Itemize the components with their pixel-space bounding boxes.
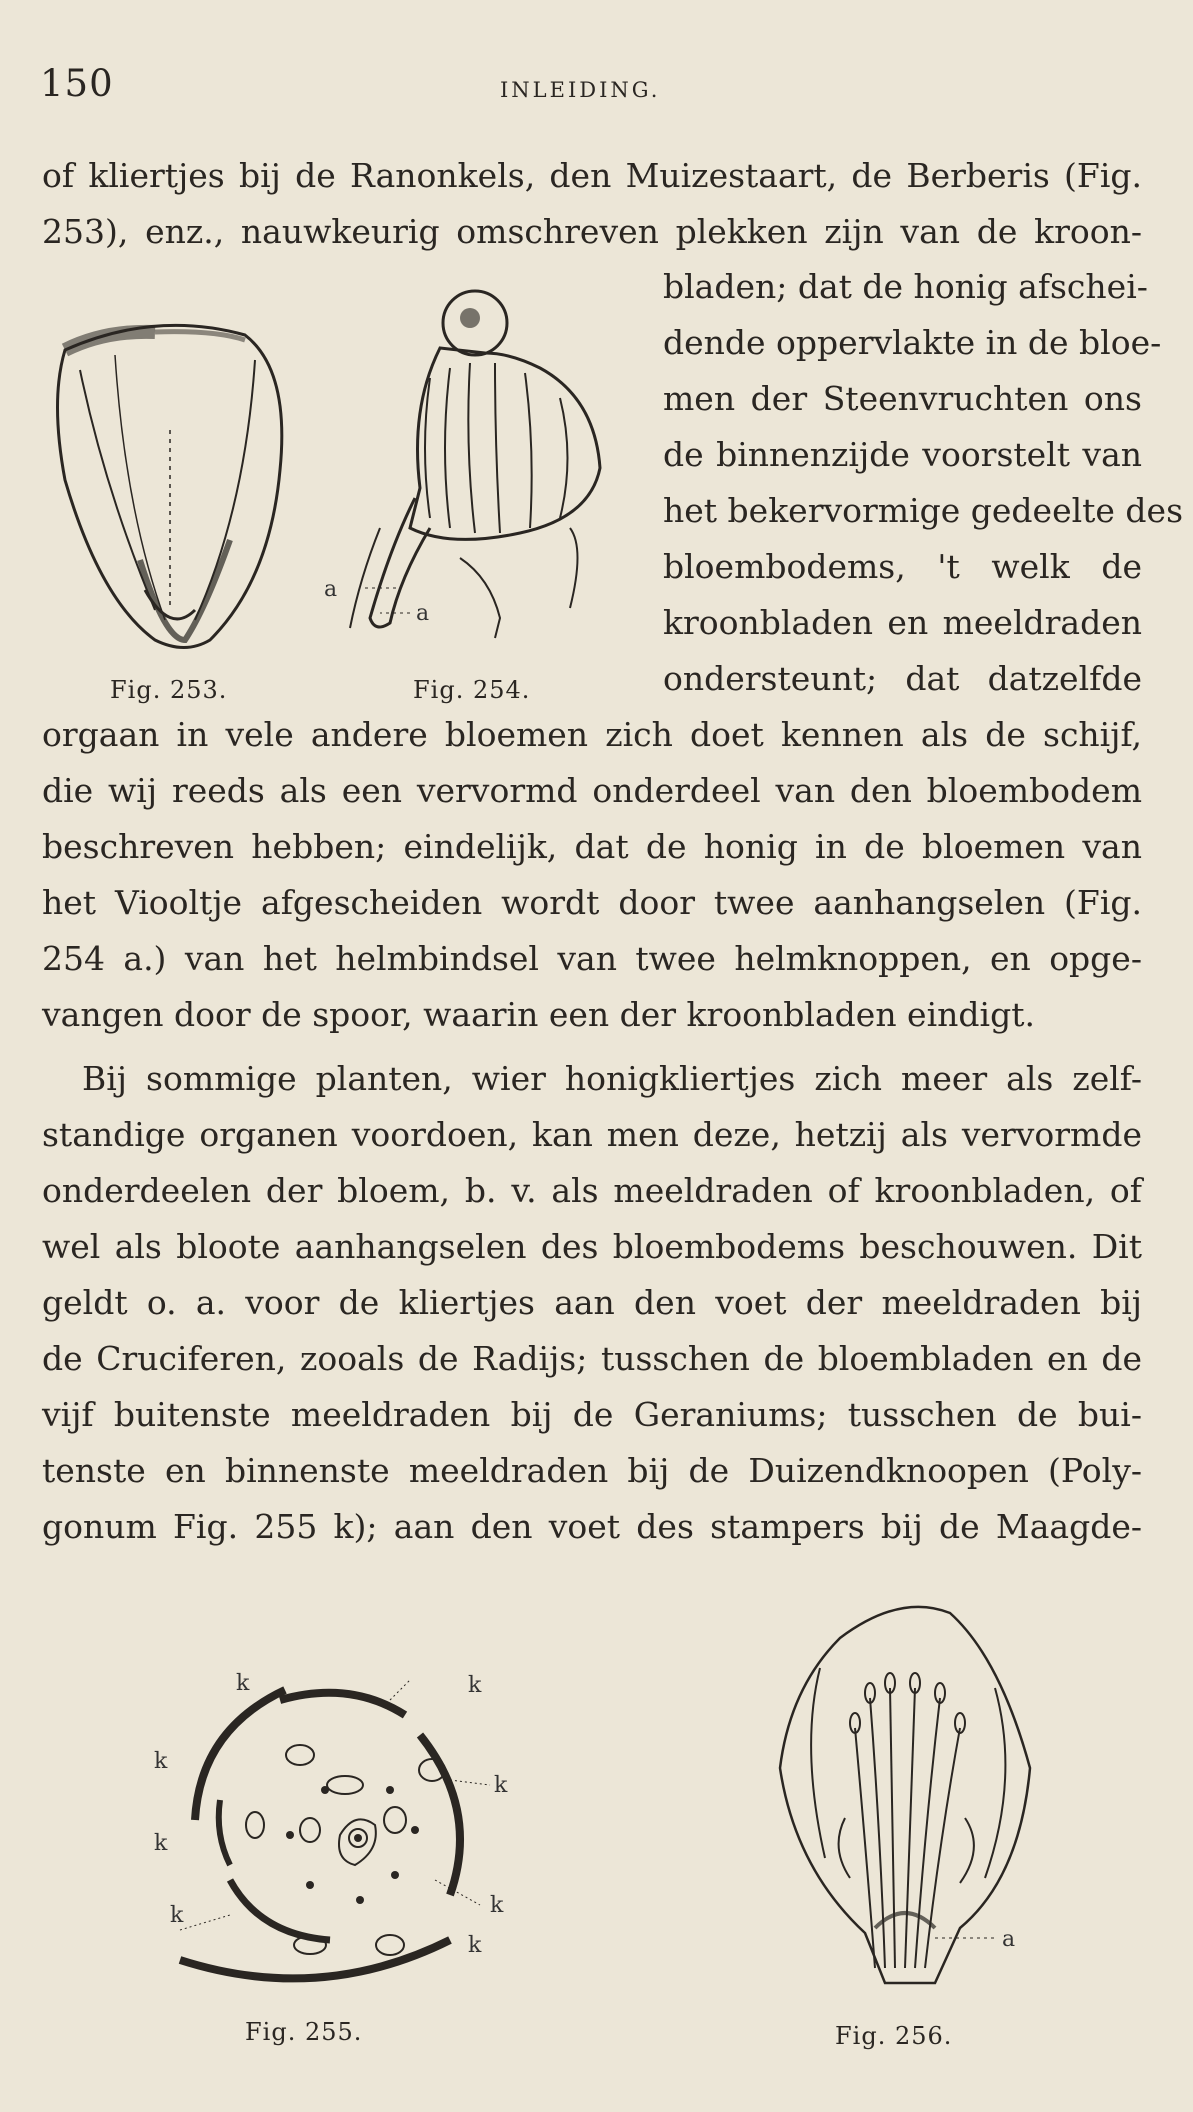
text-line: kroonbladen en meeldraden (663, 603, 1142, 642)
stamen-illustration (320, 288, 610, 663)
figure-256 (770, 1598, 1040, 1998)
figure-254-caption: Fig. 254. (413, 676, 531, 704)
running-title: INLEIDING. (500, 78, 661, 102)
text-line: men der Steenvruchten ons (663, 379, 1142, 418)
text-line: het bekervormige gedeelte des (663, 491, 1184, 530)
text-line: beschreven hebben; eindelijk, dat de honig in de bloemen van (42, 827, 1142, 866)
text-line: Bij sommige planten, wier honigkliertjes zich meer als zelf- (82, 1059, 1142, 1098)
figure-256-caption: Fig. 256. (835, 2022, 953, 2050)
figure-253 (45, 310, 305, 660)
text-line: dende oppervlakte in de bloe- (663, 323, 1162, 362)
page-header (0, 62, 1193, 112)
text-line: die wij reeds als een vervormd onderdeel van den bloembodem (42, 771, 1142, 810)
figure-255-label-k: k (490, 1893, 504, 1918)
figure-255-label-k: k (170, 1903, 184, 1928)
text-line: standige organen voordoen, kan men deze, hetzij als vervormde (42, 1115, 1142, 1154)
text-line: tenste en binnenste meeldraden bij de Duizendknoopen (Poly- (42, 1451, 1142, 1490)
flower-section-illustration (770, 1598, 1040, 1998)
text-line: bladen; dat de honig afschei- (663, 267, 1148, 306)
figure-254 (320, 288, 610, 663)
text-line: onderdeelen der bloem, b. v. als meeldraden of kroonbladen, of (42, 1171, 1142, 1210)
page-number: 150 (40, 62, 114, 105)
text-line: vangen door de spoor, waarin een der kroonbladen eindigt. (42, 995, 1035, 1034)
text-line: of kliertjes bij de Ranonkels, den Muizestaart, de Berberis (Fig. (42, 156, 1142, 195)
text-line: 253), enz., nauwkeurig omschreven plekken zijn van de kroon- (42, 212, 1142, 251)
figure-255 (150, 1660, 530, 2000)
figure-255-label-k: k (494, 1773, 508, 1798)
figure-255-caption: Fig. 255. (245, 2018, 363, 2046)
figure-255-label-k: k (154, 1749, 168, 1774)
text-line: orgaan in vele andere bloemen zich doet kennen als de schijf, (42, 715, 1142, 754)
text-line: gonum Fig. 255 k); aan den voet des stampers bij de Maagde- (42, 1507, 1142, 1546)
text-line: bloembodems, 't welk de (663, 547, 1142, 586)
figure-255-label-k: k (468, 1933, 482, 1958)
text-line: geldt o. a. voor de kliertjes aan den voet der meeldraden bij (42, 1283, 1142, 1322)
figure-254-label-a: a (324, 577, 338, 602)
floral-diagram (150, 1660, 530, 2000)
text-line: wel als bloote aanhangselen des bloembodems beschouwen. Dit (42, 1227, 1142, 1266)
text-line: ondersteunt; dat datzelfde (663, 659, 1142, 698)
text-line: de Cruciferen, zooals de Radijs; tusschen de bloembladen en de (42, 1339, 1142, 1378)
figure-255-label-k: k (468, 1673, 482, 1698)
text-line: de binnenzijde voorstelt van (663, 435, 1142, 474)
figure-256-label-a: a (1002, 1927, 1016, 1952)
figure-253-caption: Fig. 253. (110, 676, 228, 704)
text-line: 254 a.) van het helmbindsel van twee helmknoppen, en opge- (42, 939, 1142, 978)
text-line: vijf buitenste meeldraden bij de Geraniums; tusschen de bui- (42, 1395, 1142, 1434)
figure-254-label-a: a (416, 601, 430, 626)
petal-illustration (45, 310, 305, 660)
figure-255-label-k: k (236, 1671, 250, 1696)
figure-255-label-k: k (154, 1831, 168, 1856)
text-line: het Viooltje afgescheiden wordt door twee aanhangselen (Fig. (42, 883, 1142, 922)
